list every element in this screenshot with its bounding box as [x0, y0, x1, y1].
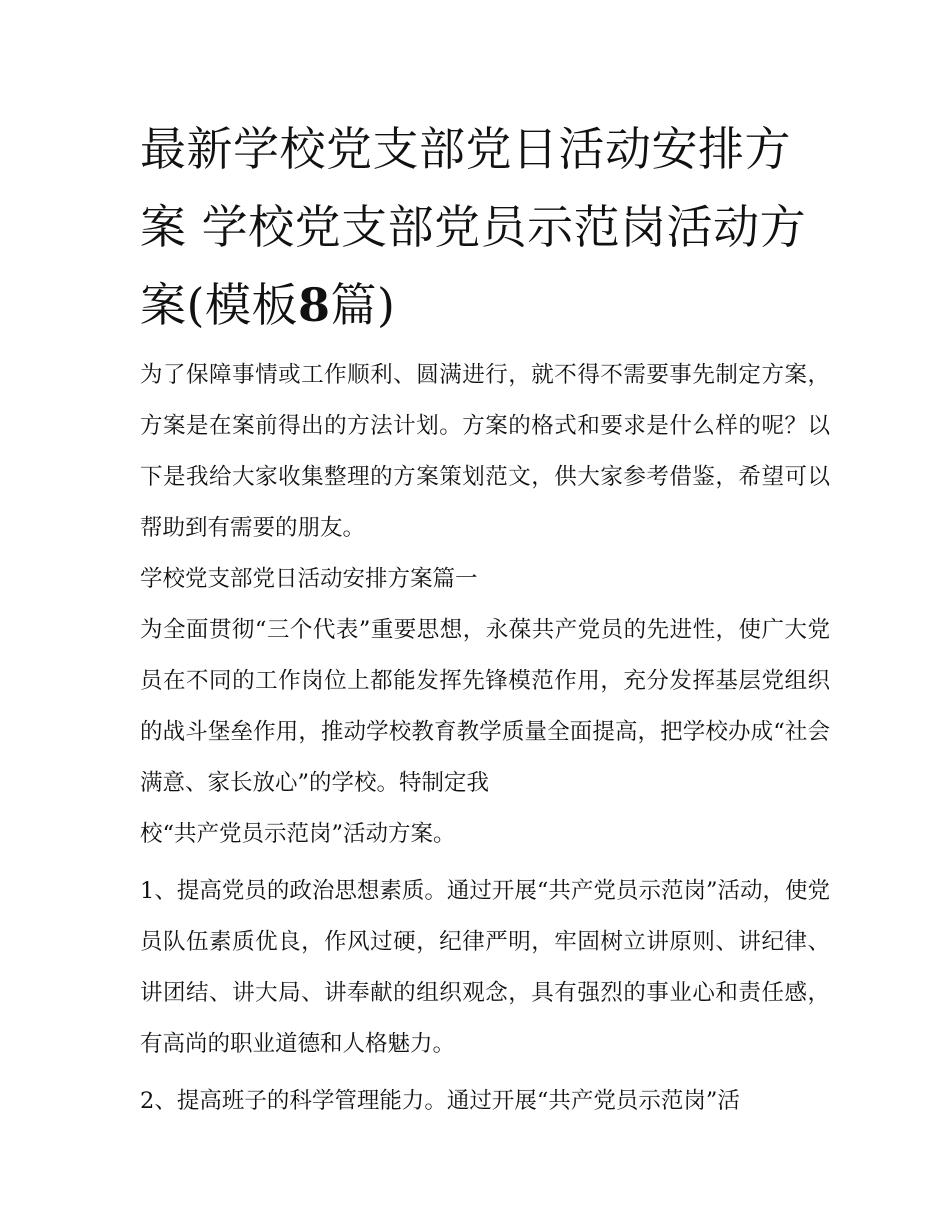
title-text-part1: 最新学校党支部党日活动安排方案 学校党支部党员示范岗活动方案(模板	[140, 122, 807, 332]
intro-paragraph: 为了保障事情或工作顺利、圆满进行，就不得不需要事先制定方案，方案是在案前得出的方法计划。方案的格式和要求是什么样的呢？以下是我给大家收集整理的方案策划范文，供大家参考借鉴，希望可以帮助到有需要的朋友。	[140, 362, 830, 541]
list-item: 1、提高党员的政治思想素质。通过开展“共产党员示范岗”活动，使党员队伍素质优良，作风过硬，纪律严明，牢固树立讲原则、讲纪律、讲团结、讲大局、讲奉献的组织观念，具有强烈的事业心和责任感，有高尚的职业道德和人格魅力。	[140, 878, 830, 1057]
document-title	[140, 110, 830, 344]
title-text-part2: 篇)	[330, 278, 396, 332]
list-item: 2、提高班子的科学管理能力。通过开展“共产党员示范岗”活	[140, 1088, 740, 1114]
document-page	[140, 110, 830, 1127]
purpose-paragraph-end: 校“共产党员示范岗”活动方案。	[140, 821, 456, 847]
purpose-paragraph: 为全面贯彻“三个代表”重要思想，永葆共产党员的先进性，使广大党员在不同的工作岗位上都能发挥先锋模范作用，充分发挥基层党组织的战斗堡垒作用，推动学校教育教学质量全面提高，把学校办成“社会满意、家长放心”的学校。特制定我	[140, 617, 830, 796]
title-number: 8	[297, 278, 331, 332]
section-heading: 学校党支部党日活动安排方案篇一	[140, 566, 478, 592]
